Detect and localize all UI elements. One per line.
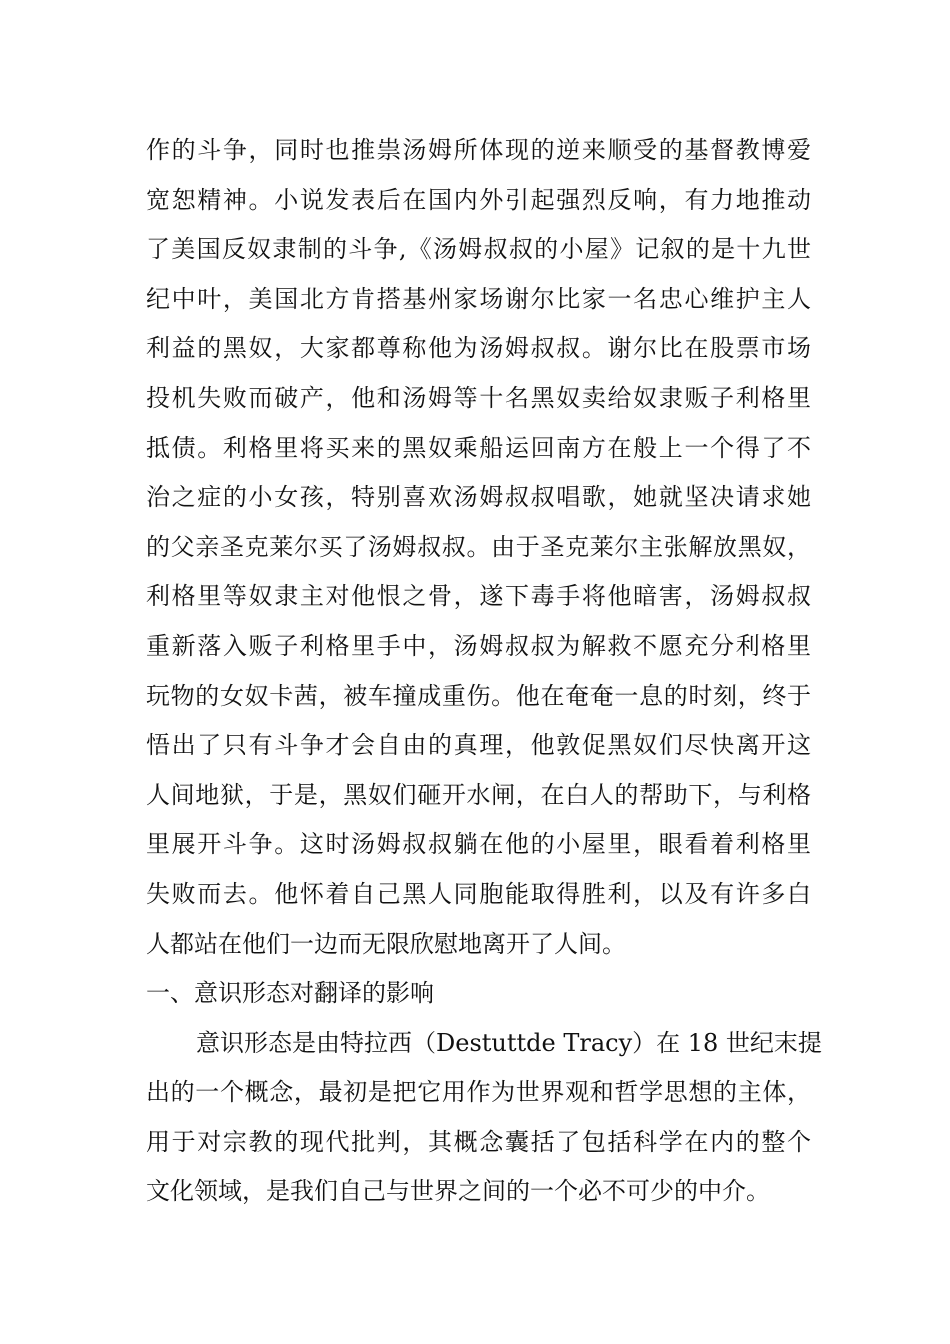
paragraph-line: 人都站在他们一边而无限欣慰地离开了人间。 bbox=[146, 929, 626, 958]
paragraph-line: 了美国反奴隶制的斗争,《汤姆叔叔的小屋》记叙的是十九世 bbox=[146, 235, 811, 264]
section-heading: 一、意识形态对翻译的影响 bbox=[146, 979, 434, 1008]
paragraph-line: 宽恕精神。小说发表后在国内外引起强烈反响，有力地推动 bbox=[146, 185, 811, 214]
paragraph-line: 治之症的小女孩，特别喜欢汤姆叔叔唱歌，她就坚决请求她 bbox=[146, 483, 811, 512]
paragraph-line: 抵债。利格里将买来的黑奴乘船运回南方在般上一个得了不 bbox=[146, 433, 811, 462]
paragraph-line: 悟出了只有斗争才会自由的真理，他敦促黑奴们尽快离开这 bbox=[146, 731, 811, 760]
paragraph-line: 文化领域，是我们自己与世界之间的一个必不可少的中介。 bbox=[146, 1177, 770, 1206]
paragraph-line: 纪中叶，美国北方肯搭基州家场谢尔比家一名忠心维护主人 bbox=[146, 284, 811, 313]
paragraph-line: 利益的黑奴，大家都尊称他为汤姆叔叔。谢尔比在股票市场 bbox=[146, 334, 811, 363]
paragraph-line: 重新落入贩子利格里手中，汤姆叔叔为解救不愿充分利格里 bbox=[146, 631, 811, 660]
paragraph-line: 失败而去。他怀着自己黑人同胞能取得胜利，以及有许多白 bbox=[146, 879, 811, 908]
paragraph-line: 作的斗争，同时也推祟汤姆所体现的逆来顺受的基督教博爱 bbox=[146, 136, 811, 164]
paragraph-line: 玩物的女奴卡茜，被车撞成重伤。他在奄奄一息的时刻，终于 bbox=[146, 681, 811, 710]
paragraph-line: 的父亲圣克莱尔买了汤姆叔叔。由于圣克莱尔主张解放黑奴， bbox=[146, 532, 811, 561]
paragraph-line: 投机失败而破产，他和汤姆等十名黑奴卖给奴隶贩子利格里 bbox=[146, 383, 811, 412]
paragraph-line: 人间地狱，于是，黑奴们砸开水闸，在白人的帮助下，与利格 bbox=[146, 780, 811, 809]
paragraph-line: 利格里等奴隶主对他恨之骨，遂下毒手将他暗害，汤姆叔叔 bbox=[146, 582, 811, 611]
paragraph-line: 出的一个概念，最初是把它用作为世界观和哲学思想的主体， bbox=[146, 1078, 811, 1107]
paragraph-line: 用于对宗教的现代批判，其概念囊括了包括科学在内的整个 bbox=[146, 1127, 811, 1156]
text-column bbox=[146, 126, 822, 1217]
paragraph-line: 里展开斗争。这时汤姆叔叔躺在他的小屋里，眼看着利格里 bbox=[146, 830, 811, 859]
section-paragraph bbox=[146, 1019, 822, 1217]
continuation-paragraph bbox=[146, 126, 811, 969]
paragraph-line: 意识形态是由特拉西（Destuttde Tracy）在 18 世纪末提 bbox=[196, 1028, 822, 1057]
